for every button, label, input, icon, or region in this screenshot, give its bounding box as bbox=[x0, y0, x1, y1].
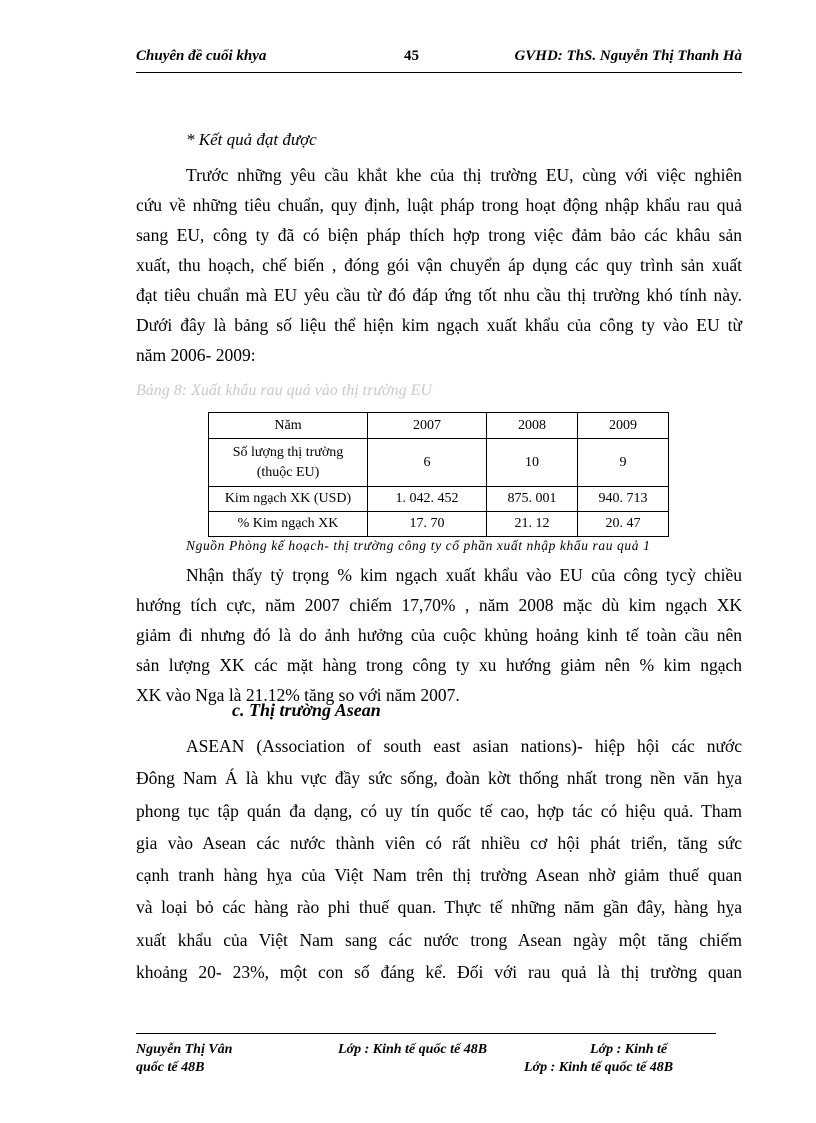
section-heading-asean: c. Thị trường Asean bbox=[232, 700, 381, 720]
table-cell: 21. 12 bbox=[487, 512, 578, 537]
footer-divider bbox=[136, 1033, 716, 1034]
table-row bbox=[209, 487, 669, 512]
table-caption: Bảng 8: Xuất khẩu rau quả vào thị trường EU bbox=[136, 382, 432, 399]
text-line: xuất khẩu của Việt Nam sang các nước trong Asean ngày một tăng chiếm bbox=[136, 929, 742, 950]
text-line: khoảng 20- 23%, một con số đáng kể. Đối với rau quả là thị trường quan bbox=[136, 962, 742, 983]
table-header-cell: 2008 bbox=[487, 413, 578, 439]
table-row-label: % Kim ngạch XK bbox=[209, 512, 368, 537]
text-line: giảm đi nhưng đó là do ảnh hưởng của cuộc khủng hoảng kinh tế toàn cầu nên bbox=[136, 625, 742, 645]
eu-export-table bbox=[208, 412, 669, 537]
result-title: * Kết quả đạt được bbox=[186, 130, 317, 149]
table-cell: 9 bbox=[578, 439, 669, 487]
text-line: phong tục tập quán đa dạng, có uy tín quốc tế cao, hợp tác có hiệu quả. Tham bbox=[136, 800, 742, 821]
paragraph-eu-analysis bbox=[136, 560, 742, 710]
table-row-label: Kim ngạch XK (USD) bbox=[209, 487, 368, 512]
text-line: cạnh tranh hàng hỵa của Việt Nam trên thị trường Asean nhờ giảm thuế quan bbox=[136, 865, 742, 886]
header-doc-title: Chuyên đề cuối khya bbox=[136, 48, 267, 64]
text-line: ASEAN (Association of south east asian nations)- hiệp hội các nước bbox=[186, 736, 742, 756]
text-line: đạt tiêu chuẩn mà EU yêu cầu từ đó đáp ứng tốt nhu cầu thị trường khó tính này. bbox=[136, 285, 742, 305]
table-row-label bbox=[209, 439, 368, 487]
table-cell: 17. 70 bbox=[368, 512, 487, 537]
footer-class-right: Lớp : Kinh tế bbox=[590, 1042, 668, 1057]
text-line: Dưới đây là bảng số liệu thể hiện kim ngạch xuất khẩu của công ty vào EU từ bbox=[136, 315, 742, 335]
header-page-number: 45 bbox=[404, 48, 419, 64]
table-cell: 20. 47 bbox=[578, 512, 669, 537]
text-line: gia vào Asean các nước thành viên có rất nhiều cơ hội phát triển, tăng sức bbox=[136, 832, 742, 853]
table-row bbox=[209, 512, 669, 537]
row-label-line: (thuộc EU) bbox=[256, 464, 320, 480]
table-source: Nguồn Phòng kế hoạch- thị trường công ty cổ phần xuất nhập khẩu rau quả 1 bbox=[186, 538, 651, 553]
text-line: sản lượng XK các mặt hàng trong công ty xu hướng giảm nên % kim ngạch bbox=[136, 655, 742, 675]
footer-author: Nguyễn Thị Vân bbox=[136, 1042, 233, 1057]
text-line: hướng tích cực, năm 2007 chiếm 17,70% , năm 2008 mặc dù kim ngạch XK bbox=[136, 595, 742, 615]
text-line: xuất, thu hoạch, chế biến , đóng gói vận chuyển áp dụng các quy trình sản xuất bbox=[136, 255, 742, 275]
table-header-cell: Năm bbox=[209, 413, 368, 439]
footer-class-right-2: Lớp : Kinh tế quốc tế 48B bbox=[524, 1060, 674, 1075]
table-row bbox=[209, 439, 669, 487]
header-advisor: GVHD: ThS. Nguyễn Thị Thanh Hà bbox=[514, 48, 742, 64]
text-line: sang EU, công ty đã có biện pháp thích hợp trong việc đảm bảo các khâu sản bbox=[136, 225, 742, 245]
text-line: Trước những yêu cầu khắt khe của thị trường EU, cùng với việc nghiên bbox=[186, 165, 742, 185]
footer-author-cont: quốc tế 48B bbox=[136, 1060, 205, 1075]
text-line: Đông Nam Á là khu vực đầy sức sống, đoàn kờt thống nhất trong nền văn hỵa bbox=[136, 768, 742, 789]
table-cell: 875. 001 bbox=[487, 487, 578, 512]
row-label-line: Số lượng thị trường bbox=[232, 444, 344, 460]
table-header-cell: 2009 bbox=[578, 413, 669, 439]
table-cell: 1. 042. 452 bbox=[368, 487, 487, 512]
text-line: Nhận thấy tỷ trọng % kim ngạch xuất khẩu vào EU của công tycỳ chiều bbox=[186, 565, 742, 585]
table-header-row bbox=[209, 413, 669, 439]
header-divider bbox=[136, 72, 742, 73]
table-header-cell: 2007 bbox=[368, 413, 487, 439]
paragraph-asean bbox=[136, 730, 742, 988]
table-cell: 10 bbox=[487, 439, 578, 487]
table-cell: 6 bbox=[368, 439, 487, 487]
text-line: cứu về những tiêu chuẩn, quy định, luật pháp trong hoạt động nhập khẩu rau quả bbox=[136, 195, 742, 215]
text-line: và loại bỏ các hàng rào phi thuế quan. Thực tế những năm gần đây, hàng hỵa bbox=[136, 897, 742, 918]
table-cell: 940. 713 bbox=[578, 487, 669, 512]
text-line: năm 2006- 2009: bbox=[136, 345, 256, 365]
text-line: XK vào Nga là 21.12% tăng so với năm 2007. bbox=[136, 685, 460, 705]
paragraph-eu-results bbox=[136, 160, 742, 370]
page-header bbox=[136, 48, 742, 70]
footer-class: Lớp : Kinh tế quốc tế 48B bbox=[338, 1042, 488, 1057]
